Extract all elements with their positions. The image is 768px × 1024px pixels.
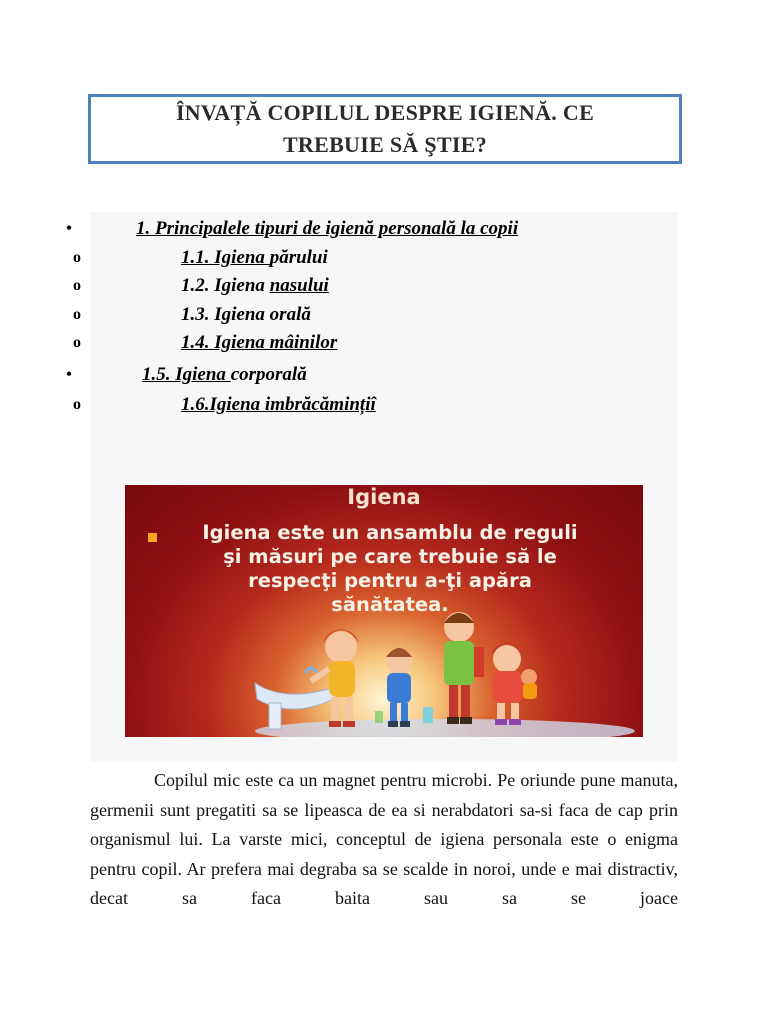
bullet-circle: o	[73, 249, 81, 266]
body-paragraph: Copilul mic este ca un magnet pentru microbi. Pe oriunde pune manuta, germenii sunt pregatiti sa se lipeasca de ea si nerabdatori sa-si faca de cap prin organismul lui. La varste mici, conceptul de igiena personala este o enigma pentru copil. Ar prefera mai degraba sa se scalde in noroi, unde e mai distractiv, decat sa faca baita sau sa se joace	[90, 770, 678, 908]
toc-item-label: 1.2. Igiena	[181, 275, 270, 296]
banner-text: Igiena este un ansamblu de reguli şi măsuri pe care trebuie să le respecţi pentru a-ţi apăra sănătatea.	[202, 521, 578, 616]
toc-item-1-1[interactable]	[0, 245, 768, 271]
page-title: ÎNVAȚĂ COPILUL DESPRE IGIENĂ. CE TREBUIE SĂ ŞTIE?	[175, 100, 595, 157]
toc-item-1-6[interactable]	[0, 392, 768, 418]
toc-item-label: 1.6.Igiena imbrăcămințiî	[181, 394, 376, 415]
bullet-circle: o	[73, 334, 81, 351]
toc-item-1-5[interactable]	[0, 362, 768, 388]
toc-item-label: 1.4. Igiena mâinilor	[181, 332, 338, 353]
bullet-circle: o	[73, 396, 81, 413]
hygiene-banner-image	[125, 485, 643, 737]
toc-item-label: 1. Principalele tipuri de igienă personală la copii	[136, 218, 519, 239]
toc-item-label-suffix: corporală	[230, 364, 307, 385]
toc-item-label-suffix: părului	[269, 247, 328, 268]
toc-item-label: 1.1. Igiena	[181, 247, 270, 268]
toc-item-label-suffix: nasului	[269, 275, 329, 296]
toc-item-label: 1.3. Igiena orală	[181, 304, 311, 325]
children-washing-illustration	[245, 603, 643, 737]
toc-item-1-3[interactable]	[0, 302, 768, 328]
bullet-dot: •	[66, 366, 72, 383]
toc-item-1-2[interactable]	[0, 273, 768, 299]
banner-title: Igiena	[347, 485, 421, 509]
title-box	[88, 94, 682, 164]
toc-item-1[interactable]	[0, 216, 768, 242]
toc-item-1-4[interactable]	[0, 330, 768, 356]
bullet-circle: o	[73, 306, 81, 323]
bullet-dot: •	[66, 220, 72, 237]
bullet-circle: o	[73, 277, 81, 294]
toc-item-label: 1.5. Igiena	[142, 364, 231, 385]
